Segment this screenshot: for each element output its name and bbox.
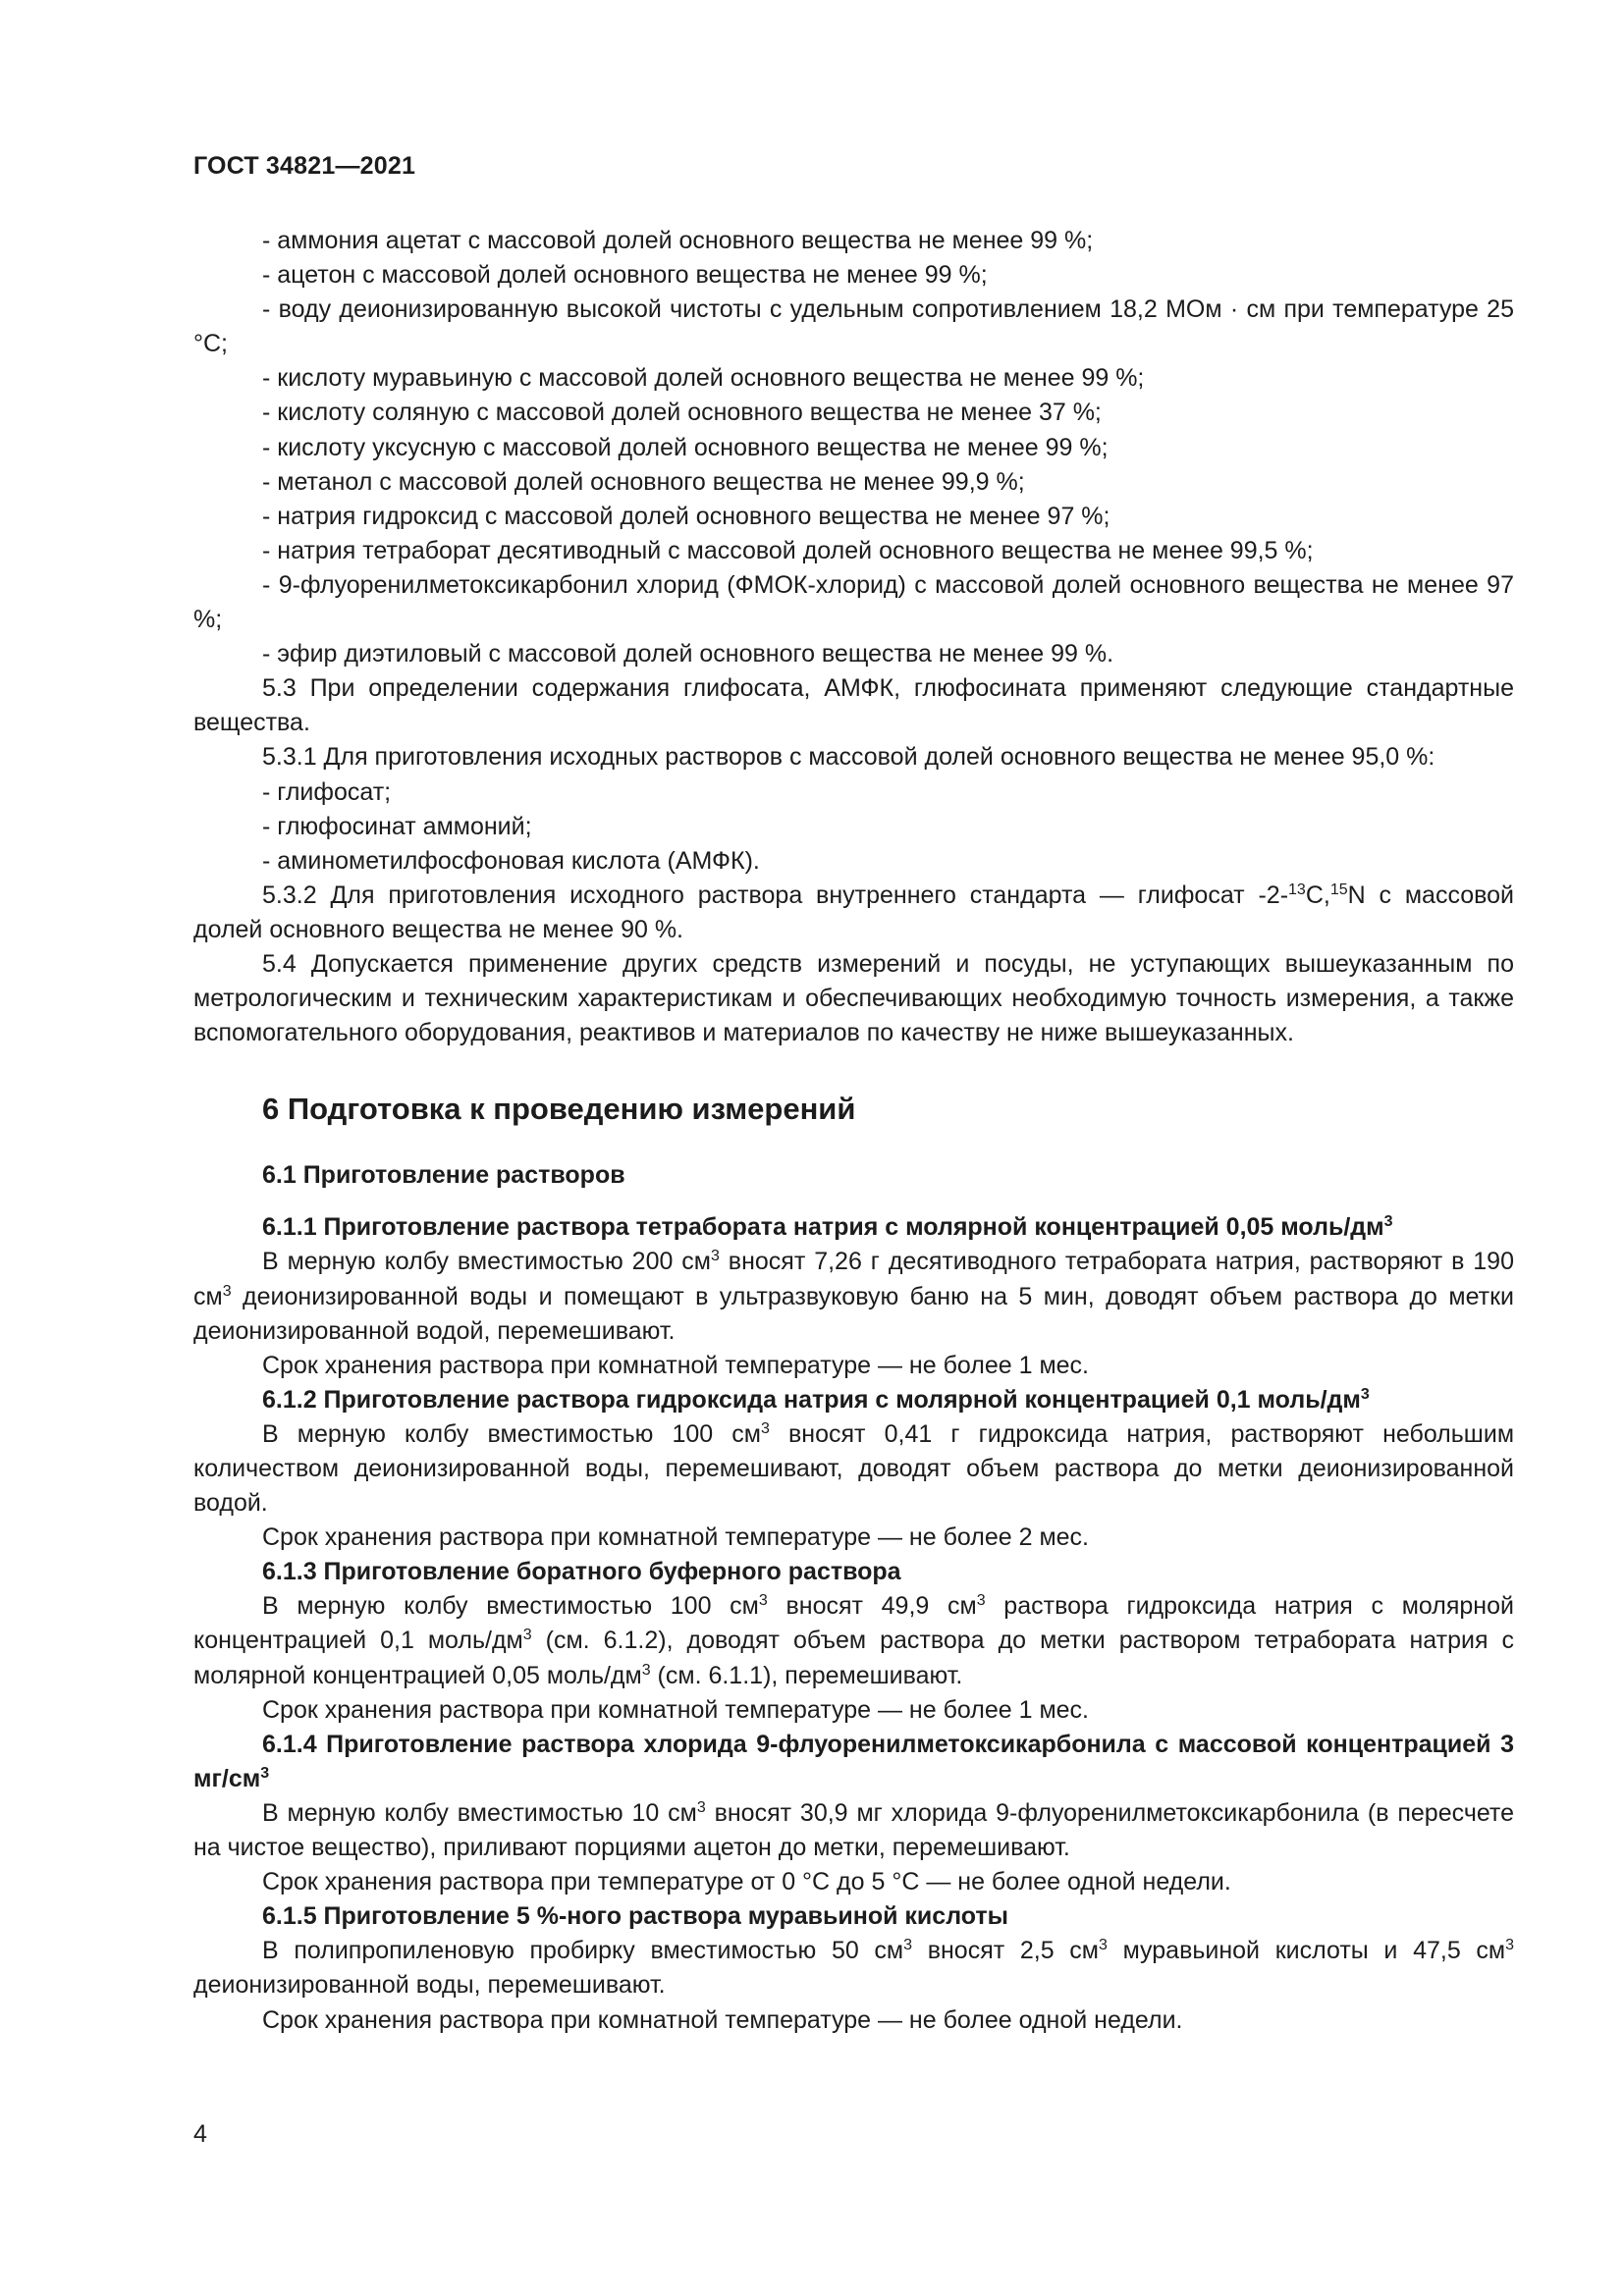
clause-6-1-4-text: В мерную колбу вместимостью 10 $см^3$ вносят 30,9 мг хлорида 9-флуоренилметоксикарбонила (в пересчете на чистое вещество), приливают порциями ацетон до метки, перемешивают.: [193, 1798, 1515, 1862]
clause-6-1-5-title: 6.1.5 Приготовление 5 %-ного раствора муравьиной кислоты: [262, 1902, 1008, 1931]
clause-6-1-4-storage: Срок хранения раствора при температуре от 0 °С до 5 °С — не более одной недели.: [262, 1868, 1231, 1896]
clause-6-1-2-title: 6.1.2 Приготовление раствора гидроксида натрия с молярной концентрацией 0,1 моль/$дм^3$: [262, 1385, 1370, 1414]
clause-6-1-1-storage: Срок хранения раствора при комнатной температуре — не более 1 мес.: [262, 1351, 1089, 1379]
subsection-6-1-heading: 6.1 Приготовление растворов: [262, 1161, 625, 1190]
page-content: [193, 224, 1514, 2038]
clause-6-1-1-title: 6.1.1 Приготовление раствора тетрабората натрия с молярной концентрацией 0,05 моль/$дм^3$: [262, 1213, 1393, 1242]
reagent-item: - воду деионизированную высокой чистоты с удельным сопротивлением 18,2 МОм · см при температуре 25 °С;: [193, 295, 1514, 358]
reagent-item: - натрия тетраборат десятиводный с массовой долей основного вещества не менее 99,5 %;: [262, 536, 1314, 564]
section-6-heading: 6 Подготовка к проведению измерений: [262, 1092, 856, 1127]
standard-item: - аминометилфосфоновая кислота (АМФК).: [262, 846, 760, 875]
clause-6-1-3-storage: Срок хранения раствора при комнатной температуре — не более 1 мес.: [262, 1695, 1089, 1724]
clause-6-1-3-title: 6.1.3 Приготовление боратного буферного раствора: [262, 1558, 901, 1586]
clause-6-1-3-text: В мерную колбу вместимостью 100 $см^3$ вносят 49,9 $см^3$ раствора гидроксида натрия с молярной концентрацией 0,1 моль/$дм^3$ (см. 6.1.2), доводят объем раствора до метки раствором тетрабората натрия с молярной концентрацией 0,05 моль/$дм^3$ (см. 6.1.1), перемешивают.: [193, 1592, 1514, 1689]
reagent-item: - аммония ацетат с массовой долей основного вещества не менее 99 %;: [262, 227, 1094, 254]
reagent-item: - ацетон с массовой долей основного вещества не менее 99 %;: [262, 261, 988, 290]
reagent-item: - кислоту уксусную с массовой долей основного вещества не менее 99 %;: [262, 433, 1109, 461]
clause-5-3-2: 5.3.2 Для приготовления исходного раствора внутреннего стандарта — глифосат -2-$^{13}$C,$^{15}$N с массовой долей основного вещества не менее 90 %.: [193, 881, 1514, 943]
standard-item: - глифосат;: [262, 777, 392, 806]
clause-6-1-5-storage: Срок хранения раствора при комнатной температуре — не более одной недели.: [262, 2005, 1183, 2034]
clause-5-4: 5.4 Допускается применение других средств измерений и посуды, не уступающих вышеуказанным по метрологическим и техническим характеристикам и обеспечивающих необходимую точность измерения, а также вспомогательного оборудования, реактивов и материалов по качеству не ниже вышеуказанных.: [193, 949, 1514, 1047]
clause-6-1-2-storage: Срок хранения раствора при комнатной температуре — не более 2 мес.: [262, 1523, 1089, 1552]
reagent-item: - натрия гидроксид с массовой долей основного вещества не менее 97 %;: [262, 502, 1110, 530]
clause-5-3: 5.3 При определении содержания глифосата, АМФК, глюфосината применяют следующие стандартные вещества.: [193, 674, 1514, 737]
clause-6-1-5-text: В полипропиленовую пробирку вместимостью 50 $см^3$ вносят 2,5 $см^3$ муравьиной кислоты и 47,5 $см^3$ деионизированной воды, перемешивают.: [193, 1937, 1515, 2000]
reagent-item: - кислоту муравьиную с массовой долей основного вещества не менее 99 %;: [262, 364, 1145, 393]
reagent-item: - 9-флуоренилметоксикарбонил хлорид (ФМОК-хлорид) с массовой долей основного вещества не менее 97 %;: [193, 570, 1514, 634]
clause-6-1-4-title: 6.1.4 Приготовление раствора хлорида 9-флуоренилметоксикарбонила с массовой концентрацией 3 $мг/см^3$: [193, 1730, 1514, 1792]
standard-item: - глюфосинат аммоний;: [262, 812, 532, 840]
clause-5-3-1: 5.3.1 Для приготовления исходных растворов с массовой долей основного вещества не менее 95,0 %:: [262, 743, 1435, 772]
clause-6-1-1-text: В мерную колбу вместимостью 200 $см^3$ вносят 7,26 г десятиводного тетрабората натрия, растворяют в 190 $см^3$ деионизированной воды и помещают в ультразвуковую баню на 5 мин, доводят объем раствора до метки деионизированной водой, перемешивают.: [193, 1248, 1514, 1345]
reagent-item: - метанол с массовой долей основного вещества не менее 99,9 %;: [262, 467, 1025, 496]
reagent-item: - кислоту соляную с массовой долей основного вещества не менее 37 %;: [262, 399, 1102, 427]
clause-6-1-2-text: В мерную колбу вместимостью 100 $см^3$ вносят 0,41 г гидроксида натрия, растворяют небольшим количеством деионизированной воды, перемешивают, доводят объем раствора до метки деионизированной водой.: [193, 1419, 1515, 1518]
page-number: 4: [193, 2120, 207, 2148]
document-header: ГОСТ 34821—2021: [193, 152, 416, 180]
reagent-item: - эфир диэтиловый с массовой долей основного вещества не менее 99 %.: [262, 640, 1114, 668]
